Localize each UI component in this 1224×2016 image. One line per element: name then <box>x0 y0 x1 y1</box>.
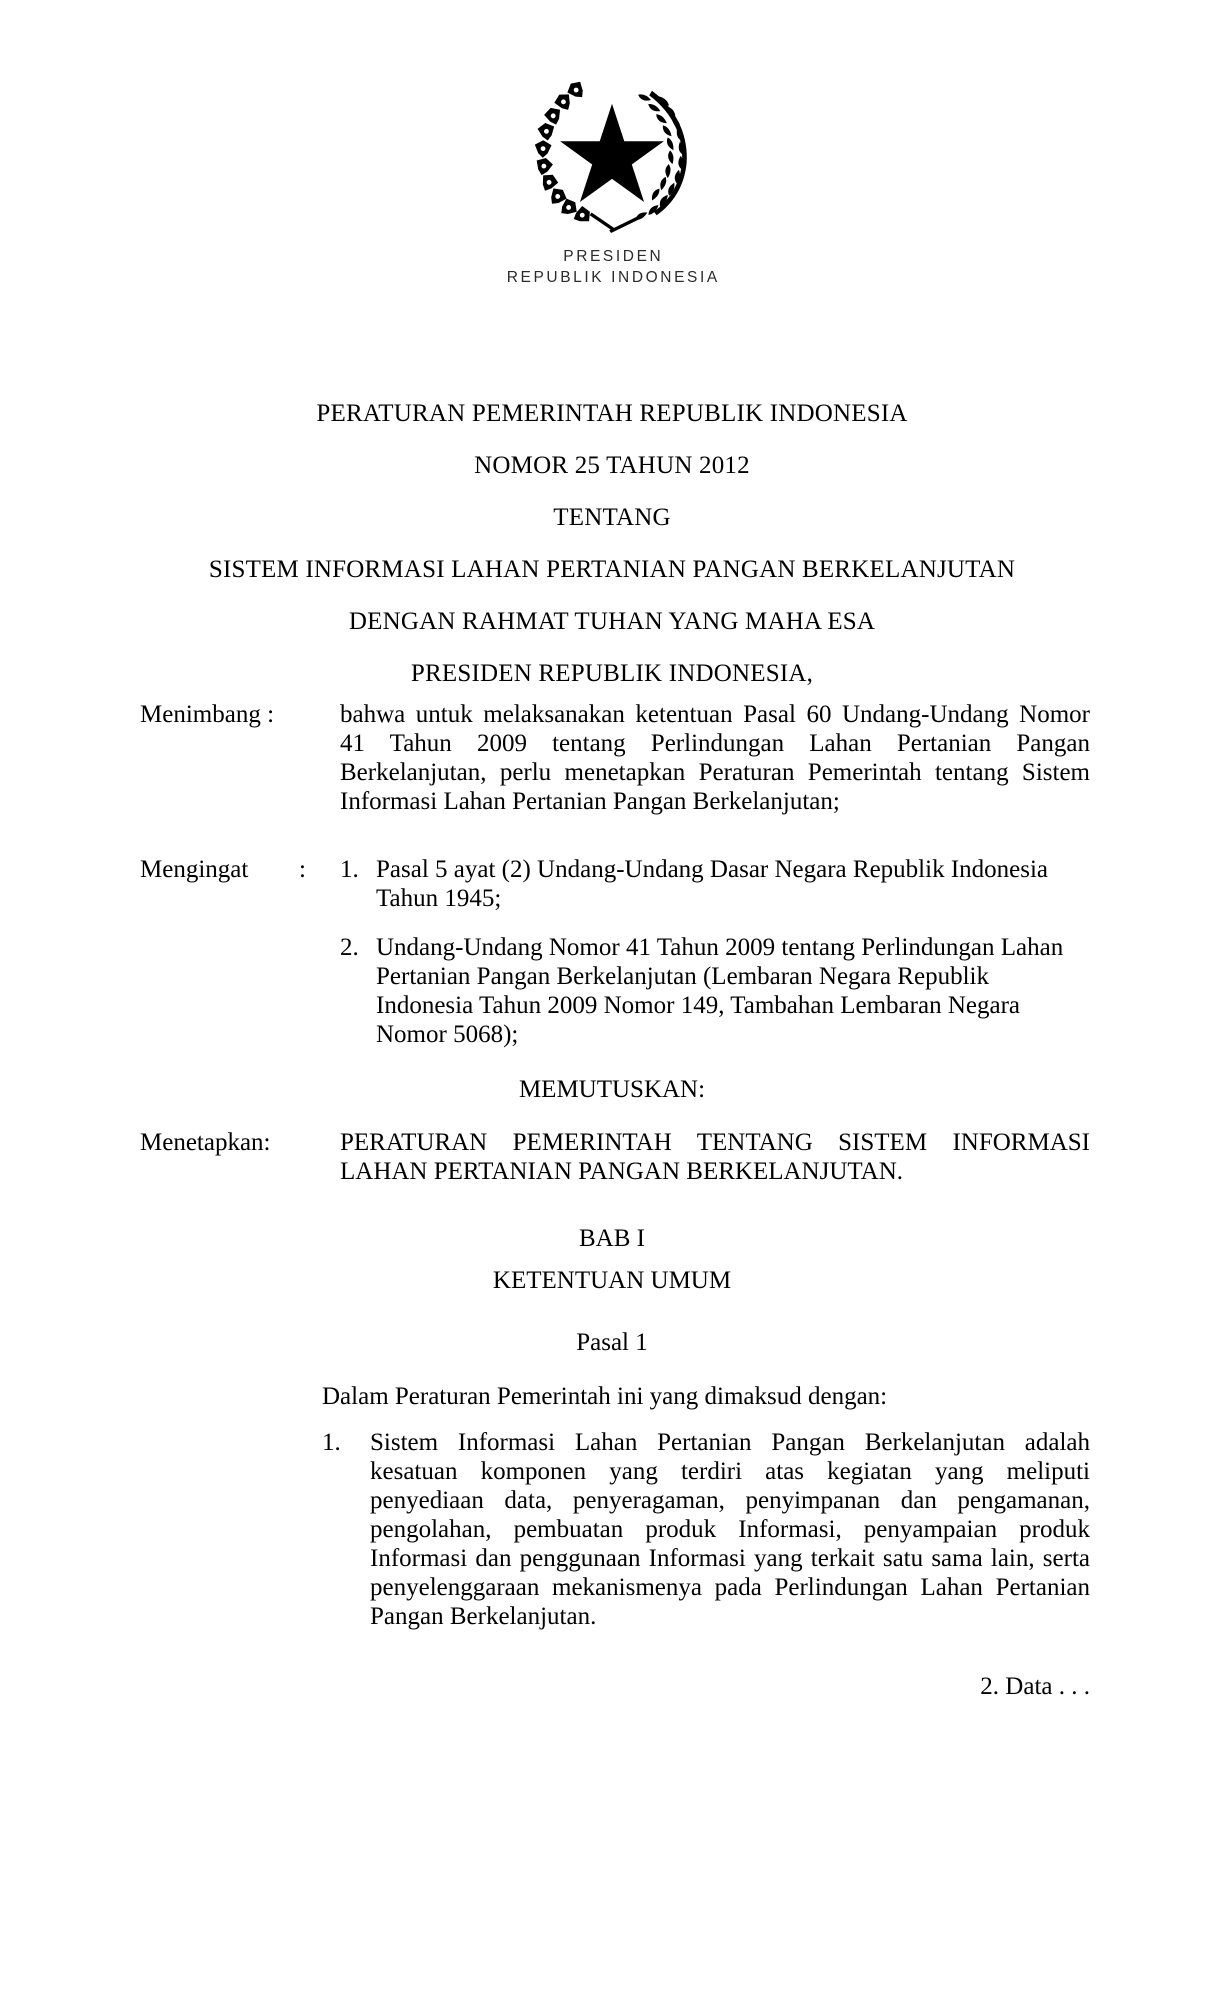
list-item-text: Sistem Informasi Lahan Pertanian Pangan Berkelanjutan adalah kesatuan komponen yang terdiri atas kegiatan yang meliputi penyediaan data, penyeragaman, penyimpanan dan pengamanan, pengolahan, pembuatan produk Informasi, penyampaian produk Informasi dan penggunaan Informasi yang terkait satu sama lain, serta penyelenggaraan mekanismenya pada Perlindungan Lahan Pertanian Pangan Berkelanjutan. <box>370 1429 1090 1630</box>
emblem-caption-line-1: PRESIDEN <box>563 248 664 265</box>
list-marker: 1. <box>322 1429 341 1456</box>
pasal1-intro: Dalam Peraturan Pemerintah ini yang dimaksud dengan: <box>322 1383 888 1410</box>
menimbang-label: Menimbang : <box>140 701 275 728</box>
document-title-block <box>112 388 1112 700</box>
title-line-subject: SISTEM INFORMASI LAHAN PERTANIAN PANGAN BERKELANJUTAN <box>208 556 1016 583</box>
list-item <box>322 1428 1090 1631</box>
mengingat-body <box>340 855 1090 1049</box>
pasal-heading: Pasal 1 <box>576 1329 648 1356</box>
emblem-caption <box>0 246 1224 288</box>
title-line-regulation: PERATURAN PEMERINTAH REPUBLIK INDONESIA <box>316 400 908 427</box>
menimbang-text: bahwa untuk melaksanakan ketentuan Pasal 60 Undang-Undang Nomor 41 Tahun 2009 tentang Perlindungan Lahan Pertanian Pangan Berkelanjutan, perlu menetapkan Peraturan Pemerintah tentang Sistem Informasi Lahan Pertanian Pangan Berkelanjutan; <box>340 701 1090 815</box>
bab-name: KETENTUAN UMUM <box>492 1267 732 1294</box>
title-line-invocation: DENGAN RAHMAT TUHAN YANG MAHA ESA <box>348 608 876 635</box>
list-item <box>340 933 1090 1049</box>
menetapkan-label: Menetapkan: <box>140 1129 271 1156</box>
mengingat-label <box>140 855 340 884</box>
page-catchword: 2. Data . . . <box>980 1673 1090 1700</box>
mengingat-label-text: Mengingat <box>140 856 249 883</box>
menimbang-body <box>340 700 1090 816</box>
title-line-tentang: TENTANG <box>553 504 671 531</box>
list-item <box>340 855 1090 913</box>
mengingat-section <box>140 855 1090 1049</box>
emblem-caption-line-2: REPUBLIK INDONESIA <box>506 269 720 286</box>
memutuskan-heading: MEMUTUSKAN: <box>518 1076 706 1103</box>
title-line-president: PRESIDEN REPUBLIK INDONESIA, <box>410 660 814 687</box>
menimbang-section <box>140 700 1090 816</box>
menetapkan-body <box>340 1128 1090 1186</box>
list-marker: 1. <box>340 856 359 883</box>
menetapkan-text: PERATURAN PEMERINTAH TENTANG SISTEM INFORMASI LAHAN PERTANIAN PANGAN BERKELANJUTAN. <box>340 1129 1090 1185</box>
mengingat-list <box>340 855 1090 1049</box>
title-line-number: NOMOR 25 TAHUN 2012 <box>474 452 750 479</box>
list-item-text: Undang-Undang Nomor 41 Tahun 2009 tentang Perlindungan Lahan Pertanian Pangan Berkelanjutan (Lembaran Negara Republik Indonesia Tahun 2009 Nomor 149, Tambahan Lembaran Negara Nomor 5068); <box>376 934 1064 1048</box>
mengingat-label-colon: : <box>299 856 306 883</box>
bab-number: BAB I <box>579 1225 645 1252</box>
list-item-text: Pasal 5 ayat (2) Undang-Undang Dasar Negara Republik Indonesia Tahun 1945; <box>376 856 1049 912</box>
menetapkan-section <box>140 1128 1090 1186</box>
indonesia-presidential-seal-icon <box>519 68 705 238</box>
list-marker: 2. <box>340 934 359 961</box>
presidential-emblem-block <box>0 68 1224 288</box>
pasal1-list <box>322 1428 1090 1631</box>
